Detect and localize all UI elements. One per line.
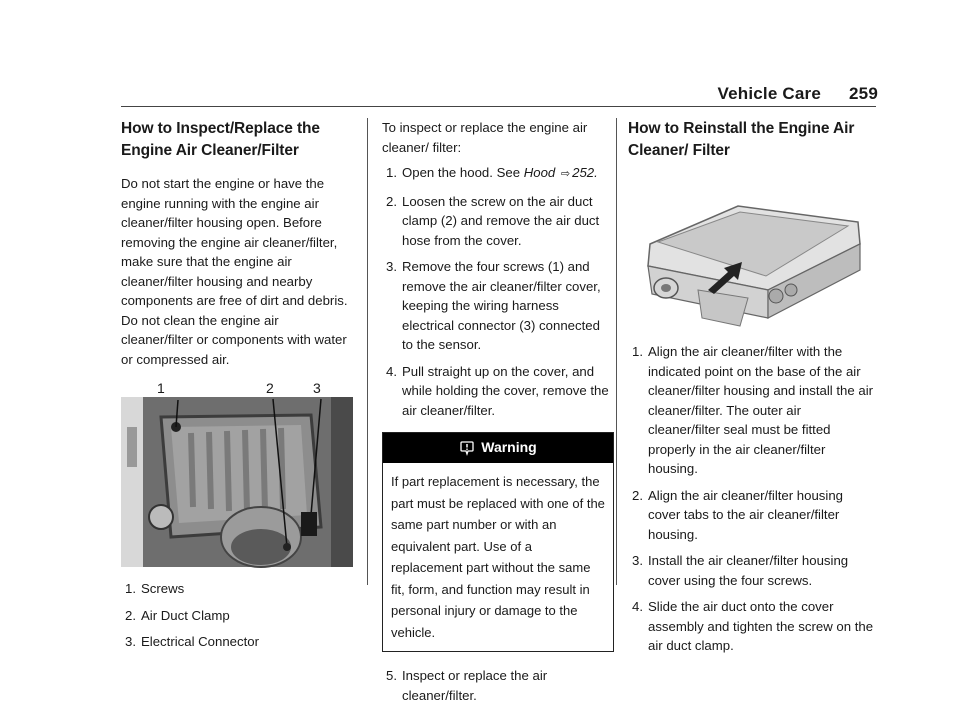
step-item: 5. Inspect or replace the air cleaner/filter.	[386, 668, 548, 703]
page-number: 259	[849, 84, 878, 103]
column-procedure	[382, 118, 614, 712]
figure-legend	[121, 579, 353, 652]
section-heading-reinstall: How to Reinstall the Engine Air Cleaner/ Filter	[628, 120, 855, 159]
page-reference-icon: ⇨	[560, 168, 571, 180]
air-cleaner-housing-figure	[628, 178, 860, 328]
engine-bay-photo	[121, 397, 353, 567]
column-reinstall	[628, 118, 876, 663]
hood-link[interactable]: Hood	[523, 165, 556, 180]
procedure-intro: To inspect or replace the engine air cleaner/ filter:	[382, 120, 588, 155]
figure-callouts	[121, 379, 353, 395]
step-item: 2. Align the air cleaner/filter housing cover tabs to the air cleaner/filter housing.	[632, 487, 843, 542]
legend-item: 2. Air Duct Clamp	[125, 607, 230, 623]
section-title: Vehicle Care	[717, 84, 822, 103]
step-item: 4. Pull straight up on the cover, and while holding the cover, remove the air cleaner/filter.	[386, 363, 609, 418]
engine-bay-illustration	[121, 397, 353, 567]
page-header	[718, 84, 879, 104]
step-item: 3. Remove the four screws (1) and remove the air cleaner/filter cover, keeping the wiring harness electrical connector (3) connected to the sensor.	[386, 259, 601, 352]
warning-box	[382, 432, 614, 652]
legend-item: 3. Electrical Connector	[125, 634, 260, 649]
column-inspect-replace	[121, 118, 353, 659]
step-item: 1. Open the hood. See Hood ⇨ 252.	[382, 163, 614, 185]
reinstall-steps	[628, 342, 876, 656]
column-divider	[367, 118, 368, 585]
section-heading-inspect-replace: How to Inspect/Replace the Engine Air Cleaner/Filter	[121, 120, 320, 159]
step-item: 4. Slide the air duct onto the cover assembly and tighten the screw on the air duct clamp.	[632, 599, 874, 653]
intro-paragraph: Do not start the engine or have the engine running with the engine air cleaner/filter housing open. Before removing the engine air cleaner/filter, make sure that the engine air cleaner/filter housing and nearby components are free of dirt and debris. Do not clean the engine air cleaner/filter or components with water or compressed air.	[121, 176, 348, 367]
column-divider	[616, 118, 617, 585]
callout-2: 2	[266, 380, 274, 396]
procedure-steps	[382, 163, 614, 420]
warning-text: If part replacement is necessary, the part must be replaced with one of the same part number or with an equivalent part. Use of a replacement part without the same fit, form, and function may result in personal injury or damage to the vehicle.	[391, 474, 605, 640]
callout-1: 1	[157, 380, 165, 396]
procedure-steps-continued	[382, 666, 614, 705]
air-cleaner-photo-figure	[121, 379, 353, 565]
header-rule	[121, 106, 876, 107]
step-item: 3. Install the air cleaner/filter housing cover using the four screws.	[632, 553, 849, 588]
step-item: 1. Align the air cleaner/filter with the indicated point on the base of the air cleaner/filter housing and install the air cleaner/filter. The outer air cleaner/filter seal must be fitted properly in the air cleaner/filter housing.	[632, 344, 874, 476]
legend-item: 1. Screws	[125, 581, 185, 596]
callout-3: 3	[313, 380, 321, 396]
step-item: 2. Loosen the screw on the air duct clamp (2) and remove the air duct hose from the cover.	[386, 193, 600, 248]
air-cleaner-housing-illustration	[628, 178, 860, 328]
warning-icon	[459, 440, 475, 456]
warning-header	[383, 433, 613, 463]
page-reference[interactable]: 252.	[572, 165, 598, 180]
warning-title: Warning	[481, 439, 537, 456]
